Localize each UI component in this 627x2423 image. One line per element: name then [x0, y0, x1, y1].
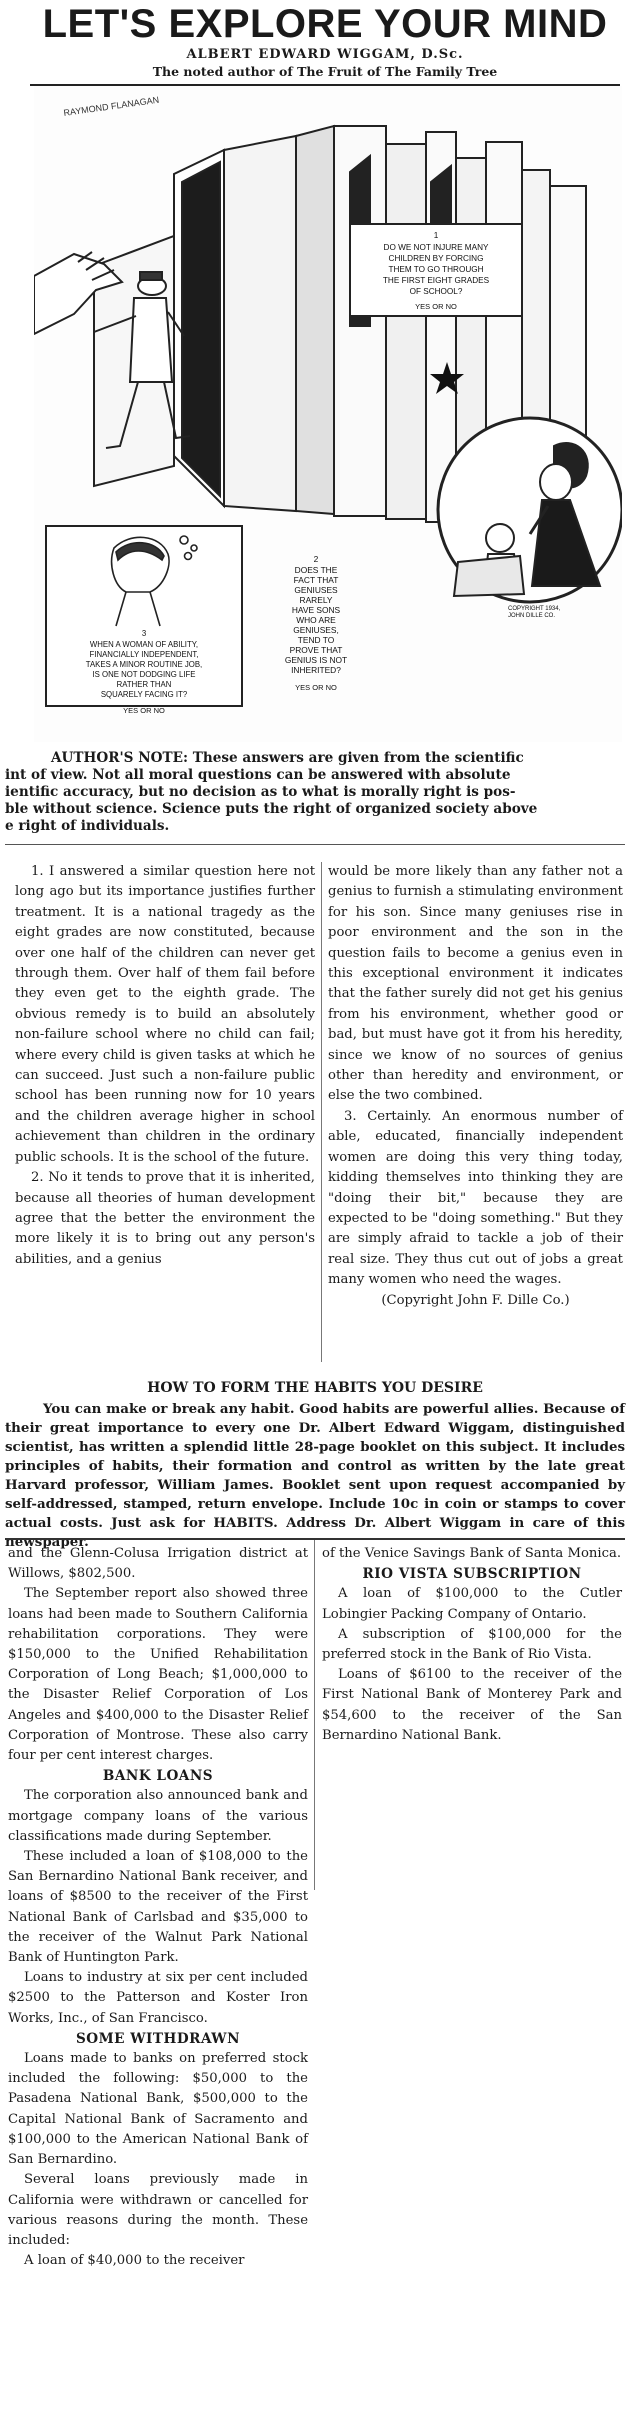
svg-text:INHERITED?: INHERITED?: [291, 665, 341, 675]
habits-box: [5, 1400, 625, 1552]
svg-text:RARELY: RARELY: [299, 595, 333, 605]
svg-text:THE FIRST EIGHT GRADES: THE FIRST EIGHT GRADES: [382, 276, 490, 285]
article-para: The corporation also announced bank and mortgage company loans of the various classifications made during September.: [8, 1788, 308, 1844]
answers-divider: [321, 862, 322, 1362]
article-para: Several loans previously made in California were withdrawn or cancelled for various reasons during the month. These included:: [8, 2172, 308, 2248]
note-line-3: ientific accuracy, but no decision as to what is morally right is pos-: [5, 784, 516, 800]
cartoon-illustration: [34, 86, 622, 742]
authors-note: [5, 750, 625, 835]
subhead-rio-vista: RIO VISTA SUBSCRIPTION: [362, 1566, 582, 1583]
author-byline: ALBERT EDWARD WIGGAM, D.Sc.: [186, 47, 464, 62]
article-para: Loans made to banks on preferred stock included the following: $50,000 to the Pasadena National Bank, $500,000 to the Capital National Bank of Sacramento and $100,000 to the American National Bank of San Bernardino.: [8, 2051, 308, 2168]
article-para: and the Glenn-Colusa Irrigation district at Willows, $802,500.: [8, 1546, 308, 1582]
svg-text:JOHN DILLE CO.: JOHN DILLE CO.: [508, 613, 556, 619]
habits-heading: HOW TO FORM THE HABITS YOU DESIRE: [147, 1380, 483, 1396]
article-right-column: [322, 1544, 622, 1746]
answer-1: 1. I answered a similar question here not long ago but its importance justifies further treatment. It is a national tragedy as the eight grades are now constituted, because over one half of the children can never get through them. Over half of them fail before they even get to the eighth grade. The obvious remedy is to build an absolutely non-failure school where no child can fail; where every child is given tasks at which he can succeed. Just such a non-failure public school has been running now for 10 years and the children average higher in school achievement than children in the ordinary public schools. It is the school of the future.: [15, 864, 315, 1165]
habits-text: You can make or break any habit. Good habits are powerful allies. Because of their great importance to every one Dr. Albert Edward Wiggam, distinguished scientist, has written a splendid little 28-page booklet on this subject. It includes principles of habits, their formation and control as written by the late great Harvard professor, William James. Booklet sent upon request accompanied by self-addressed, stamped, return envelope. Include 10c in coin or stamps to cover actual costs. Just ask for HABITS. Address Dr. Albert Wiggam in care of this newspaper.: [5, 1401, 625, 1550]
note-line-1: These answers are given from the scientific: [192, 750, 524, 766]
svg-text:1: 1: [433, 231, 439, 240]
article-para: A loan of $40,000 to the receiver: [24, 2253, 245, 2269]
svg-text:YES OR NO: YES OR NO: [295, 683, 337, 692]
svg-text:DOES THE: DOES THE: [294, 565, 338, 575]
svg-text:THEM TO GO THROUGH: THEM TO GO THROUGH: [388, 265, 484, 274]
svg-text:TEND TO: TEND TO: [297, 635, 335, 645]
svg-text:2: 2: [313, 554, 319, 564]
svg-text:CHILDREN BY FORCING: CHILDREN BY FORCING: [388, 254, 484, 263]
answer-3: 3. Certainly. An enormous number of able, educated, financially independent women are doing this very thing today, kidding themselves into thinking they are "doing their bit," because they are expected to be "doing something." But they are simply afraid to tackle a job of their real size. They thus cut out of jobs a great many women who need the wages.: [328, 1108, 623, 1288]
svg-text:PROVE THAT: PROVE THAT: [289, 645, 343, 655]
note-label: AUTHOR'S NOTE:: [51, 750, 188, 766]
note-line-4: ble without science. Science puts the right of organized society above: [5, 801, 538, 817]
svg-text:HAVE SONS: HAVE SONS: [291, 605, 341, 615]
svg-text:GENIUSES,: GENIUSES,: [293, 625, 339, 635]
answer-2-start: 2. No it tends to prove that it is inherited, because all theories of human development agree that the better the environment the more likely it is to bring out any person's abilities, and a genius: [15, 1170, 315, 1267]
svg-text:RATHER THAN: RATHER THAN: [116, 680, 172, 689]
svg-text:WHEN A WOMAN OF ABILITY,: WHEN A WOMAN OF ABILITY,: [89, 640, 199, 649]
answer-2-end: would be more likely than any father not a genius to furnish a stimulating environment for his son. Since many geniuses rise in poor environment and the son in the question fails to become a genius even in this exceptional environment it indicates that the father surely did not get his genius from his environment, whether good or bad, but must have got it from his heredity, since we know of no sources of genius other than heredity and environment, or else the two combined.: [328, 864, 623, 1104]
svg-text:FACT THAT: FACT THAT: [293, 575, 339, 585]
note-line-2: int of view. Not all moral questions can be answered with absolute: [5, 767, 511, 783]
answers-right-column: [328, 862, 623, 1311]
article-left-column: [8, 1544, 308, 2271]
svg-text:DO WE NOT INJURE MANY: DO WE NOT INJURE MANY: [383, 243, 489, 252]
svg-text:OF SCHOOL?: OF SCHOOL?: [409, 287, 463, 296]
svg-text:GENIUS IS NOT: GENIUS IS NOT: [284, 655, 348, 665]
article-para: A subscription of $100,000 for the preferred stock in the Bank of Rio Vista.: [322, 1626, 622, 1663]
note-line-5: e right of individuals.: [5, 818, 170, 834]
svg-text:YES OR NO: YES OR NO: [415, 302, 457, 311]
svg-text:TAKES A MINOR ROUTINE JOB,: TAKES A MINOR ROUTINE JOB,: [85, 660, 203, 669]
copyright-line: (Copyright John F. Dille Co.): [381, 1292, 570, 1308]
author-subtitle: The noted author of The Fruit of The Family Tree: [152, 64, 498, 79]
article-para: of the Venice Savings Bank of Santa Monica.: [322, 1546, 622, 1561]
subhead-some-withdrawn: SOME WITHDRAWN: [75, 2030, 241, 2047]
svg-text:GENIUSES: GENIUSES: [294, 585, 338, 595]
svg-text:IS ONE NOT DODGING LIFE: IS ONE NOT DODGING LIFE: [92, 670, 196, 679]
svg-text:COPYRIGHT 1934,: COPYRIGHT 1934,: [508, 606, 561, 612]
article-para: Loans to industry at six per cent included $2500 to the Patterson and Koster Iron Works, Inc., of San Francisco.: [8, 1970, 308, 2026]
article-divider: [314, 1540, 315, 1890]
artist-signature: RAYMOND FLANAGAN: [62, 94, 160, 118]
section-rule: [5, 1538, 625, 1540]
column-title: LET'S EXPLORE YOUR MIND: [42, 2, 608, 46]
note-rule: [5, 844, 625, 845]
svg-text:WHO ARE: WHO ARE: [296, 615, 336, 625]
svg-text:YES OR NO: YES OR NO: [123, 706, 165, 715]
svg-text:FINANCIALLY INDEPENDENT,: FINANCIALLY INDEPENDENT,: [89, 650, 199, 659]
article-para: Loans of $6100 to the receiver of the First National Bank of Monterey Park and $54,600 to the receiver of the San Bernardino National Bank.: [322, 1667, 622, 1743]
answers-left-column: [15, 862, 315, 1270]
copyright-mark: [508, 606, 561, 619]
article-para: These included a loan of $108,000 to the San Bernardino National Bank receiver, and loans of $8500 to the receiver of the First National Bank of Carlsbad and $35,000 to the receiver of the Walnut Park National Bank of Huntington Park.: [8, 1849, 308, 1966]
svg-text:SQUARELY FACING IT?: SQUARELY FACING IT?: [100, 690, 188, 699]
svg-text:3: 3: [141, 629, 147, 638]
article-para: The September report also showed three loans had been made to Southern California rehabilitation corporations. They were $150,000 to the Unified Rehabilitation Corporation of Long Beach; $1,000,000 to the Disaster Relief Corporation of Los Angeles and $400,000 to the Disaster Relief Corporation of Montrose. These also carry four per cent interest charges.: [8, 1586, 308, 1764]
article-para: A loan of $100,000 to the Cutler Lobingier Packing Company of Ontario.: [322, 1586, 622, 1622]
subhead-bank-loans: BANK LOANS: [102, 1768, 214, 1785]
